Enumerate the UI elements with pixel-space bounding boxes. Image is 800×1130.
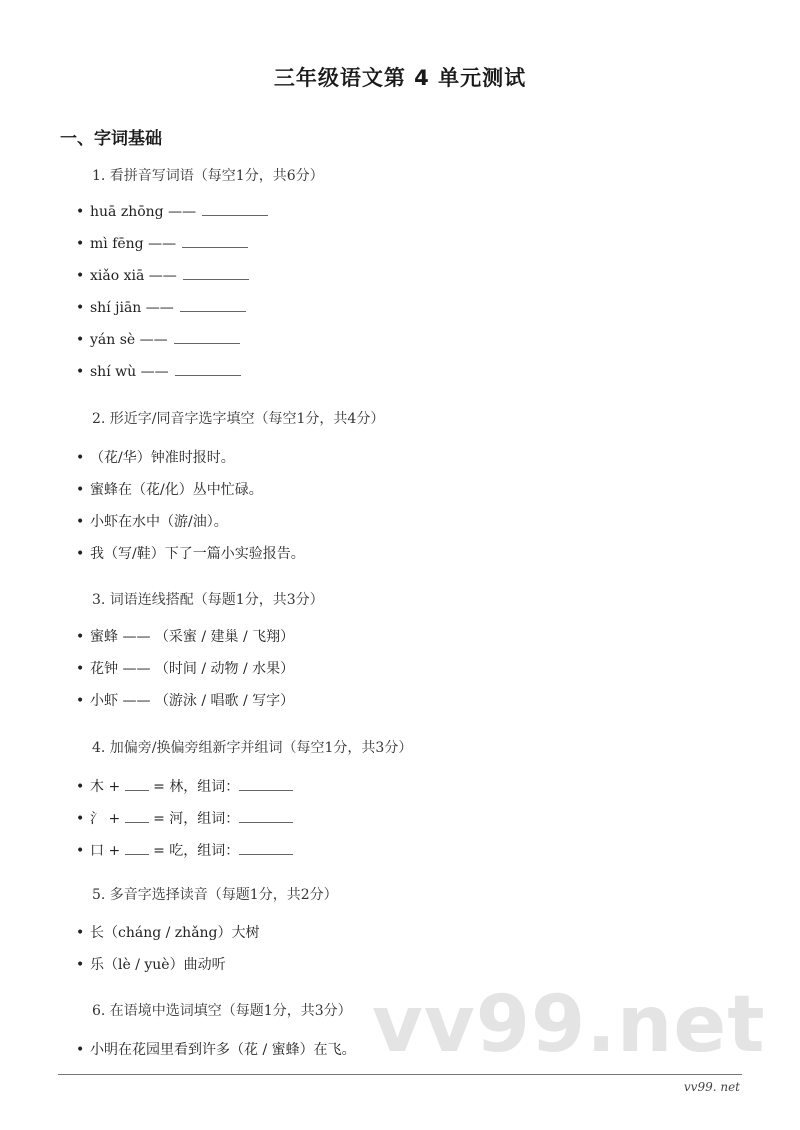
radical-blank[interactable]	[125, 810, 149, 823]
question-4-heading: 4. 加偏旁/换偏旁组新字并组词（每空1分，共3分）	[92, 740, 413, 756]
list-item: • 蜜蜂 —— （采蜜 / 建巢 / 飞翔）	[76, 629, 295, 645]
list-item: • shí jiān ——	[76, 299, 246, 316]
answer-blank[interactable]	[175, 363, 241, 376]
word-blank[interactable]	[239, 810, 293, 823]
answer-blank[interactable]	[174, 331, 240, 344]
question-3-heading: 3. 词语连线搭配（每题1分，共3分）	[92, 592, 324, 608]
list-item: • yán sè ——	[76, 331, 240, 348]
list-item: • 小虾在水中（游/油）。	[76, 514, 228, 530]
list-item: • 我（写/鞋）下了一篇小实验报告。	[76, 546, 305, 562]
list-item: • 小虾 —— （游泳 / 唱歌 / 写字）	[76, 693, 295, 709]
question-2-heading: 2. 形近字/同音字选字填空（每空1分，共4分）	[92, 411, 385, 427]
answer-blank[interactable]	[182, 235, 248, 248]
list-item: • xiǎo xiā ——	[76, 267, 249, 284]
list-item: • shí wù ——	[76, 363, 241, 380]
list-item: • 花钟 —— （时间 / 动物 / 水果）	[76, 661, 295, 677]
answer-blank[interactable]	[202, 203, 268, 216]
radical-blank[interactable]	[125, 842, 149, 855]
question-5-heading: 5. 多音字选择读音（每题1分，共2分）	[92, 887, 338, 903]
question-1-heading: 1. 看拼音写词语（每空1分，共6分）	[92, 168, 324, 184]
list-item: • 长（cháng / zhǎng）大树	[76, 925, 260, 941]
list-item: • 乐（lè / yuè）曲动听	[76, 957, 226, 973]
radical-blank[interactable]	[125, 778, 149, 791]
word-blank[interactable]	[239, 842, 293, 855]
list-item: • mì fēng ——	[76, 235, 248, 252]
list-item: • 口 + = 吃，组词：	[76, 840, 293, 860]
footer-divider	[58, 1074, 742, 1075]
section-title: 一、字词基础	[60, 129, 162, 149]
question-6-heading: 6. 在语境中选词填空（每题1分，共3分）	[92, 1003, 352, 1019]
word-blank[interactable]	[239, 778, 293, 791]
list-item: • 蜜蜂在（花/化）丛中忙碌。	[76, 482, 263, 498]
watermark: vv99.net	[372, 980, 766, 1070]
list-item: • 木 + = 林，组词：	[76, 776, 293, 796]
list-item: • （花/华）钟准时报时。	[76, 450, 235, 466]
answer-blank[interactable]	[183, 267, 249, 280]
answer-blank[interactable]	[180, 299, 246, 312]
list-item: • 小明在花园里看到许多（花 / 蜜蜂）在飞。	[76, 1042, 356, 1058]
list-item: • huā zhōng ——	[76, 203, 268, 220]
footer-url: vv99. net	[683, 1080, 740, 1094]
page-title: 三年级语文第 4 单元测试	[273, 66, 527, 90]
list-item: • 氵 + = 河，组词：	[76, 808, 293, 828]
